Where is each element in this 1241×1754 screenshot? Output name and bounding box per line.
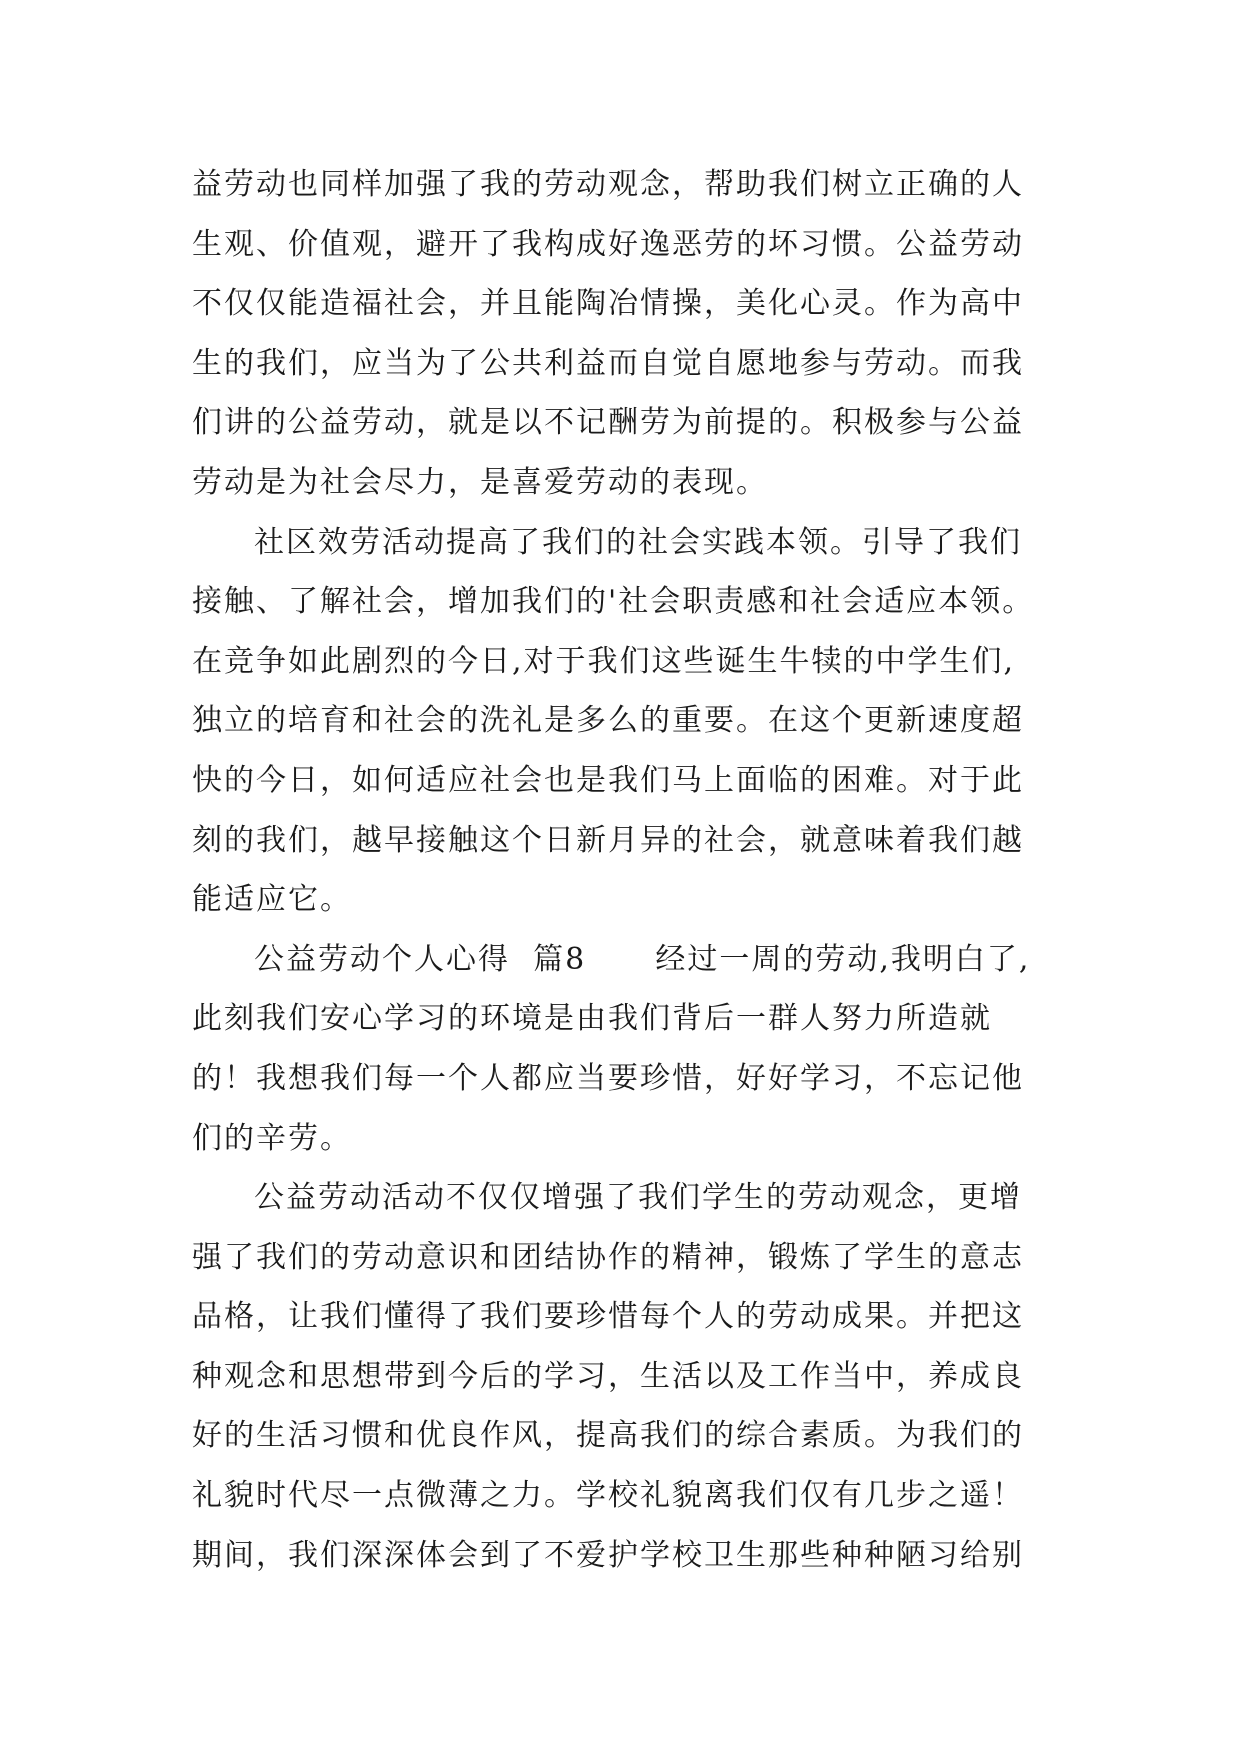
text-line: 们讲的公益劳动，就是以不记酬劳为前提的。积极参与公益 (192, 405, 1024, 441)
text-line: 的！我想我们每一个人都应当要珍惜，好好学习，不忘记他 (192, 1060, 1024, 1096)
document-page (192, 155, 1052, 1585)
text-line: 不仅仅能造福社会，并且能陶冶情操，美化心灵。作为高中 (192, 286, 1024, 322)
text-line: 刻的我们，越早接触这个日新月异的社会，就意味着我们越 (192, 822, 1024, 858)
text-line: 生的我们，应当为了公共利益而自觉自愿地参与劳动。而我 (192, 345, 1024, 381)
paragraph-start-line: 社区效劳活动提高了我们的社会实践本领。引导了我们 (254, 524, 1022, 560)
text-line: 在竞争如此剧烈的今日,对于我们这些诞生牛犊的中学生们, (192, 643, 1016, 679)
text-line: 生观、价值观，避开了我构成好逸恶劳的坏习惯。公益劳动 (192, 226, 1024, 262)
text-line: 强了我们的劳动意识和团结协作的精神，锻炼了学生的意志 (192, 1239, 1024, 1275)
text-line: 独立的培育和社会的洗礼是多么的重要。在这个更新速度超 (192, 703, 1024, 739)
section-heading-line: 公益劳动个人心得 篇8 经过一周的劳动,我明白了, (254, 941, 1031, 977)
text-line: 能适应它。 (192, 882, 352, 918)
text-line: 礼貌时代尽一点微薄之力。学校礼貌离我们仅有几步之遥！ (192, 1478, 1024, 1514)
text-line: 好的生活习惯和优良作风，提高我们的综合素质。为我们的 (192, 1418, 1024, 1454)
paragraph-start-line: 公益劳动活动不仅仅增强了我们学生的劳动观念，更增 (254, 1180, 1022, 1216)
text-line: 劳动是为社会尽力，是喜爱劳动的表现。 (192, 464, 768, 500)
text-line: 品格，让我们懂得了我们要珍惜每个人的劳动成果。并把这 (192, 1299, 1024, 1335)
text-line: 们的辛劳。 (192, 1120, 352, 1156)
text-line: 种观念和思想带到今后的学习，生活以及工作当中，养成良 (192, 1358, 1024, 1394)
text-line: 此刻我们安心学习的环境是由我们背后一群人努力所造就 (192, 1001, 992, 1037)
text-line: 快的今日，如何适应社会也是我们马上面临的困难。对于此 (192, 762, 1024, 798)
text-line: 益劳动也同样加强了我的劳动观念，帮助我们树立正确的人 (192, 167, 1024, 202)
text-line: 接触、了解社会，增加我们的'社会职责感和社会适应本领。 (192, 584, 1035, 620)
text-line: 期间，我们深深体会到了不爱护学校卫生那些种种陋习给别 (192, 1537, 1024, 1573)
